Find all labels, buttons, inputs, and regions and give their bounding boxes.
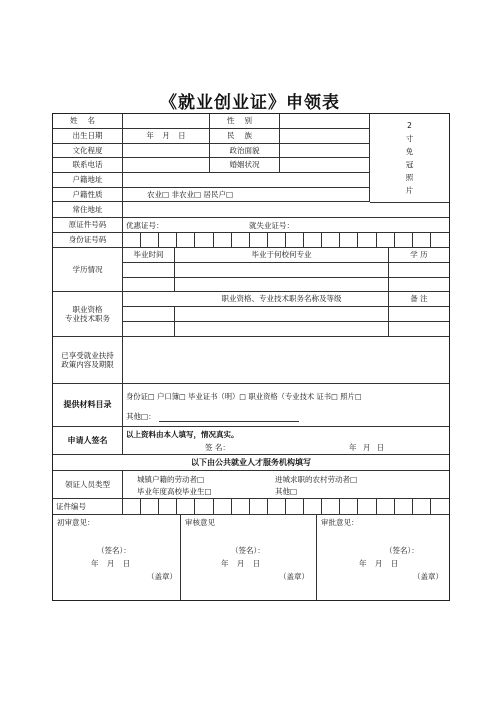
qual-row-2-a[interactable] (123, 322, 175, 337)
qualification-label-line1: 职业资格 (72, 304, 103, 314)
qual-row-1-b[interactable] (175, 307, 389, 322)
id-number-digit-box[interactable] (431, 233, 449, 248)
id-number-digit-box[interactable] (413, 233, 431, 248)
opinion-approval-date: 年 月 日 (359, 559, 399, 568)
policy-label-line2: 政策内容及期限 (61, 360, 114, 369)
cert-number-digit-box[interactable] (340, 499, 358, 515)
edu-row-2-school[interactable] (175, 278, 389, 292)
id-number-boxes[interactable] (123, 233, 449, 248)
residence-label: 常住地址 (53, 202, 123, 218)
hukou-address-label: 户籍地址 (53, 173, 123, 188)
emp-cert-label: 就失业证号： (249, 221, 294, 230)
opinion-approval-seal: （盖章） (413, 572, 443, 581)
hukou-type-label: 户籍性质 (53, 188, 123, 202)
cert-number-digit-box[interactable] (141, 499, 159, 515)
qualification-label (53, 292, 123, 337)
policy-label-line1: 已享受就业扶持 (61, 350, 114, 360)
phone-field[interactable] (123, 158, 210, 173)
form-title: 《就业创业证》申领表 (160, 93, 340, 113)
cert-number-digit-box[interactable] (431, 499, 449, 515)
id-number-digit-box[interactable] (195, 233, 213, 248)
edu-col-school: 毕业于何校何专业 (175, 248, 389, 263)
education-field[interactable] (123, 144, 210, 158)
id-number-label: 身份证号码 (53, 233, 123, 248)
photo-text-2: 寸 (405, 134, 414, 143)
cert-number-boxes[interactable] (123, 499, 449, 515)
application-form (52, 113, 450, 601)
education-label: 文化程度 (53, 144, 123, 158)
applicant-sign-label: 申请人签名 (53, 427, 123, 455)
edu-col-time: 毕业时间 (123, 248, 175, 263)
id-number-digit-box[interactable] (286, 233, 304, 248)
edu-row-1-degree[interactable] (389, 263, 449, 278)
photo-text-5: 照 (405, 173, 414, 182)
phone-label: 联系电话 (53, 158, 123, 173)
pref-cert-label: 优惠证号： (126, 221, 164, 230)
photo-text-6: 片 (405, 186, 414, 195)
marital-label: 婚姻状况 (210, 158, 280, 173)
opinion-initial-date: 年 月 日 (91, 559, 131, 568)
cert-number-digit-box[interactable] (358, 499, 376, 515)
qual-col-name: 职业资格、专业技术职务名称及等级 (123, 292, 389, 307)
cert-number-digit-box[interactable] (232, 499, 250, 515)
id-number-digit-box[interactable] (358, 233, 376, 248)
opinion-initial-title: 初审意见： (57, 518, 95, 527)
edu-row-1-school[interactable] (175, 263, 389, 278)
opinion-approval-sign: （签名）： (385, 546, 419, 555)
applicant-statement: 以上资料由本人填写，情况真实。 (126, 430, 239, 439)
opinion-approval[interactable] (317, 515, 449, 600)
birth-field[interactable]: 年 月 日 (123, 129, 210, 144)
applicant-sign-text: 签 名： (205, 443, 230, 452)
qual-row-1-note[interactable] (389, 307, 449, 322)
applicant-type-rural[interactable]: 进城求职的农村劳动者□ (275, 475, 358, 484)
materials-other: 其他□： (126, 412, 156, 421)
qual-row-2-note[interactable] (389, 322, 449, 337)
ethnicity-field[interactable] (280, 129, 370, 144)
cert-number-digit-box[interactable] (395, 499, 413, 515)
photo-text-3: 免 (405, 147, 414, 156)
opinion-approval-title: 审批意见： (321, 518, 359, 527)
ethnicity-label: 民族 (210, 129, 280, 144)
id-number-digit-box[interactable] (322, 233, 340, 248)
edu-row-2-time[interactable] (123, 278, 175, 292)
cert-number-digit-box[interactable] (250, 499, 268, 515)
cert-number-digit-box[interactable] (413, 499, 431, 515)
cert-number-digit-box[interactable] (177, 499, 195, 515)
cert-number-digit-box[interactable] (304, 499, 322, 515)
cert-number-digit-box[interactable] (286, 499, 304, 515)
opinion-review-sign: （签名）： (231, 546, 265, 555)
id-number-digit-box[interactable] (214, 233, 232, 248)
hukou-type-options[interactable]: 农业□ 非农业□ 居民户□ (123, 188, 370, 202)
id-number-digit-box[interactable] (159, 233, 177, 248)
id-number-digit-box[interactable] (232, 233, 250, 248)
agency-section-header: 以下由公共就业人才服务机构填写 (53, 455, 449, 471)
applicant-type-urban[interactable]: 城镇户籍的劳动者□ (137, 475, 205, 484)
id-number-digit-box[interactable] (340, 233, 358, 248)
opinion-review-title: 审核意见 (185, 518, 215, 527)
id-number-digit-box[interactable] (250, 233, 268, 248)
orig-cert-label: 原证件号码 (53, 218, 123, 233)
applicant-date: 年 月 日 (349, 443, 385, 452)
materials-other-line[interactable] (159, 421, 299, 422)
id-number-digit-box[interactable] (304, 233, 322, 248)
residence-field[interactable] (123, 202, 449, 218)
qual-row-1-a[interactable] (123, 307, 175, 322)
edu-row-2-degree[interactable] (389, 278, 449, 292)
cert-number-digit-box[interactable] (322, 499, 340, 515)
name-label: 姓名 (53, 114, 123, 129)
applicant-type-other[interactable]: 其他□ (275, 487, 298, 496)
cert-number-digit-box[interactable] (159, 499, 177, 515)
id-number-digit-box[interactable] (141, 233, 159, 248)
photo-box[interactable] (370, 114, 449, 203)
qual-col-note: 备 注 (389, 292, 449, 307)
policy-field[interactable] (123, 337, 449, 384)
marital-field[interactable] (280, 158, 370, 173)
birth-label: 出生日期 (53, 129, 123, 144)
id-number-digit-box[interactable] (377, 233, 395, 248)
photo-text-4: 冠 (405, 160, 414, 169)
id-number-digit-box[interactable] (268, 233, 286, 248)
opinion-initial-seal: （盖章） (147, 572, 177, 581)
name-field[interactable] (123, 114, 210, 129)
opinion-review[interactable] (181, 515, 317, 600)
id-number-digit-box[interactable] (395, 233, 413, 248)
id-number-digit-box[interactable] (123, 233, 141, 248)
opinion-review-date: 年 月 日 (221, 559, 261, 568)
education-history-label: 学历情况 (53, 248, 123, 292)
political-label: 政治面貌 (210, 144, 280, 158)
opinion-initial-sign: （签名）： (97, 546, 131, 555)
cert-number-digit-box[interactable] (123, 499, 141, 515)
materials-list: 身份证□ 户口簿□ 毕业证书（明）□ 职业资格（专业技术 证书□ 照片□ (126, 392, 362, 401)
political-field[interactable] (280, 144, 370, 158)
applicant-type-graduate[interactable]: 毕业年度高校毕业生□ (137, 487, 212, 496)
opinion-review-seal: （盖章） (279, 572, 309, 581)
policy-label (53, 337, 123, 384)
cert-number-label: 证件编号 (53, 499, 123, 515)
id-number-digit-box[interactable] (177, 233, 195, 248)
qual-row-2-b[interactable] (175, 322, 389, 337)
hukou-address-field[interactable] (123, 173, 370, 188)
edu-col-degree: 学 历 (389, 248, 449, 263)
qualification-label-line2: 专业技术职务 (65, 314, 110, 323)
cert-number-digit-box[interactable] (377, 499, 395, 515)
materials-label: 提供材料目录 (53, 384, 123, 427)
opinion-initial[interactable] (53, 515, 181, 600)
cert-number-digit-box[interactable] (214, 499, 232, 515)
applicant-type-label: 领证人员类型 (53, 471, 123, 499)
edu-row-1-time[interactable] (123, 263, 175, 278)
gender-field[interactable] (280, 114, 370, 129)
cert-number-digit-box[interactable] (195, 499, 213, 515)
photo-text-1: 2 (407, 121, 412, 130)
gender-label: 性别 (210, 114, 280, 129)
cert-number-digit-box[interactable] (268, 499, 286, 515)
